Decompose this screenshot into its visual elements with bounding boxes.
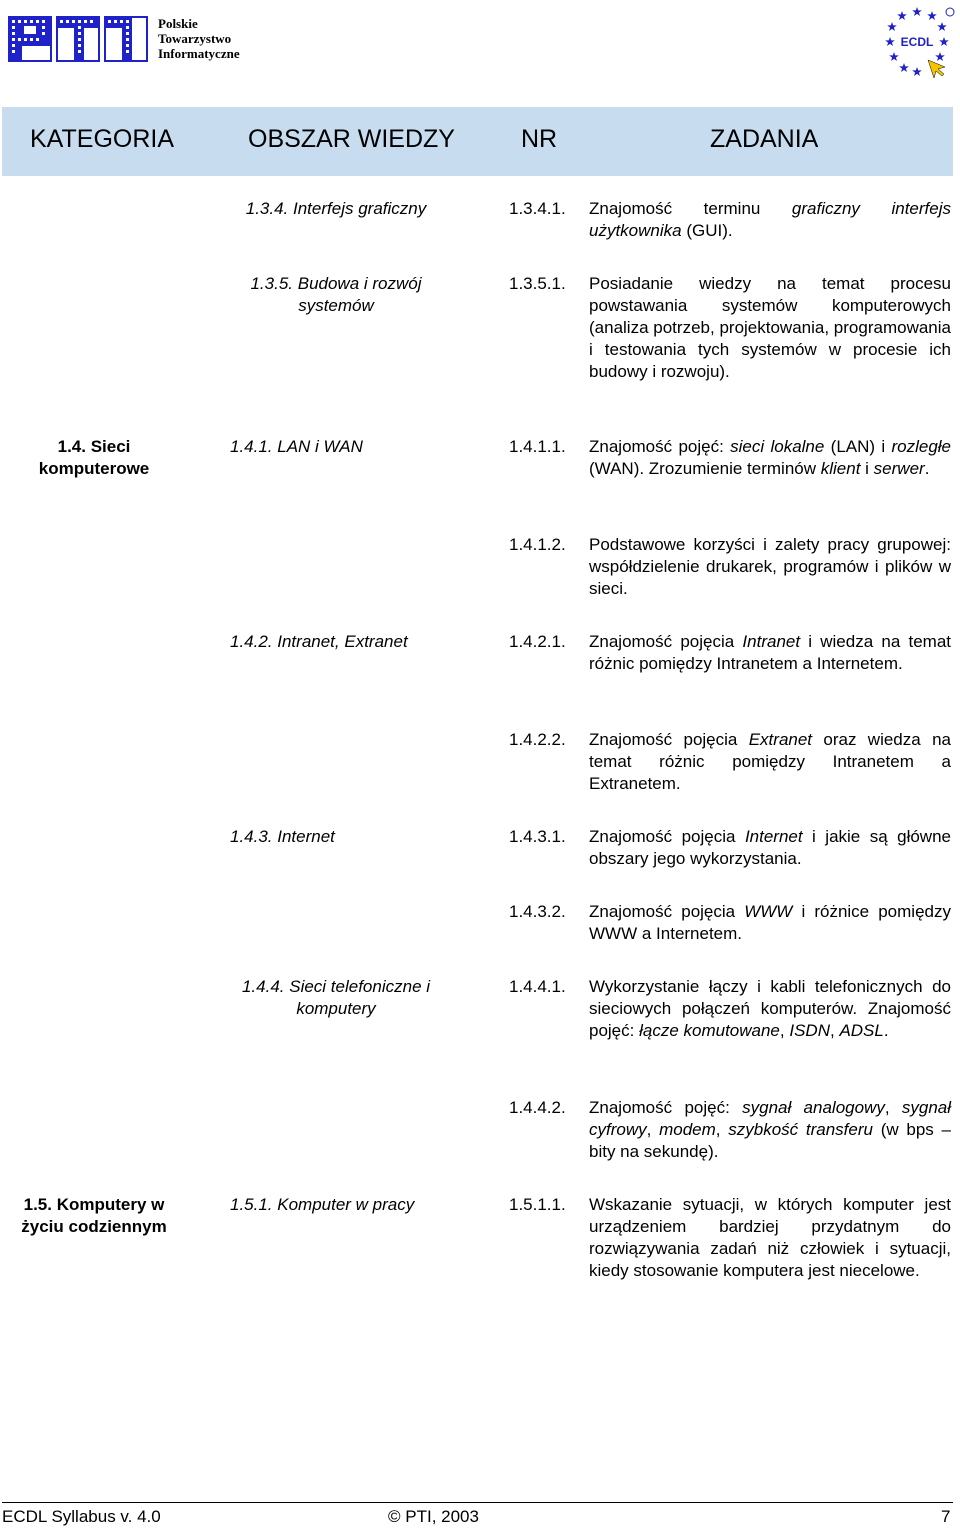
area-1-3-5: 1.3.5. Budowa i rozwój systemów bbox=[250, 274, 422, 315]
task-nr: 1.4.1.1. bbox=[509, 437, 566, 456]
task-text: Znajomość pojęć: sieci lokalne (LAN) i rozległe (WAN). Zrozumienie terminów klient i serwer. bbox=[589, 437, 952, 478]
task-text: Znajomość pojęcia Extranet oraz wiedza na temat różnic pomiędzy Intranetem a Extranetem. bbox=[589, 730, 951, 793]
area-1-4-3: 1.4.3. Internet bbox=[230, 827, 335, 846]
task-text: Znajomość pojęcia Internet i jakie są główne obszary jego wykorzystania. bbox=[589, 827, 951, 868]
task-nr: 1.4.1.2. bbox=[509, 535, 566, 554]
task-nr: 1.4.4.2. bbox=[509, 1098, 566, 1117]
header-category: KATEGORIA bbox=[30, 125, 175, 153]
logo-line-2: Towarzystwo bbox=[158, 31, 232, 46]
area-1-3-4: 1.3.4. Interfejs graficzny bbox=[245, 199, 427, 218]
ecdl-logo bbox=[878, 4, 956, 80]
task-text: Wykorzystanie łączy i kabli telefonicznych do sieciowych połączeń komputerów. Znajomość pojęć: łącze komutowane, ISDN, ADSL. bbox=[589, 977, 951, 1040]
header-tasks: ZADANIA bbox=[710, 125, 819, 153]
task-nr: 1.3.5.1. bbox=[509, 274, 566, 293]
task-text: Posiadanie wiedzy na temat procesu powstawania systemów komputerowych (analiza potrzeb, projektowania, programowania i testowania tych systemów w procesie ich budowy i rozwoju). bbox=[589, 274, 951, 381]
category-1-4: 1.4. Sieci komputerowe bbox=[38, 437, 150, 478]
area-1-5-1: 1.5.1. Komputer w pracy bbox=[230, 1195, 415, 1214]
task-text: Wskazanie sytuacji, w których komputer jest urządzeniem bardziej przydatnym do rozwiązywania zadań niż człowiek i sytuacji, kiedy stosowanie komputera jest niecelowe. bbox=[589, 1195, 951, 1280]
task-nr: 1.4.4.1. bbox=[509, 977, 566, 996]
footer-left: ECDL Syllabus v. 4.0 bbox=[2, 1507, 161, 1526]
footer-copyright: © PTI, 2003 bbox=[388, 1507, 479, 1526]
task-text: Podstawowe korzyści i zalety pracy grupowej: współdzielenie drukarek, programów i plików w sieci. bbox=[589, 535, 951, 598]
page-number: 7 bbox=[941, 1507, 951, 1526]
area-1-4-4: 1.4.4. Sieci telefoniczne i komputery bbox=[241, 977, 431, 1018]
task-nr: 1.4.3.2. bbox=[509, 902, 566, 921]
logo-line-3: Informatyczne bbox=[158, 46, 240, 61]
task-text: Znajomość pojęcia Intranet i wiedza na temat różnic pomiędzy Intranetem a Internetem. bbox=[589, 632, 951, 673]
task-nr: 1.3.4.1. bbox=[509, 199, 566, 218]
pti-logo-text bbox=[158, 16, 240, 61]
footer-divider bbox=[2, 1502, 953, 1503]
task-text: Znajomość pojęć: sygnał analogowy, sygnał cyfrowy, modem, szybkość transferu (w bps – bity na sekundę). bbox=[589, 1098, 952, 1161]
task-nr: 1.4.3.1. bbox=[509, 827, 566, 846]
header-nr: NR bbox=[521, 125, 558, 153]
task-nr: 1.4.2.2. bbox=[509, 730, 566, 749]
ecdl-label: ECDL bbox=[900, 35, 934, 49]
logo-line-1: Polskie bbox=[158, 16, 198, 31]
task-nr: 1.4.2.1. bbox=[509, 632, 566, 651]
area-1-4-2: 1.4.2. Intranet, Extranet bbox=[230, 632, 408, 651]
table-header bbox=[2, 107, 953, 176]
pti-logo bbox=[8, 16, 148, 62]
header-area: OBSZAR WIEDZY bbox=[248, 125, 455, 153]
task-text: Znajomość pojęcia WWW i różnice pomiędzy WWW a Internetem. bbox=[589, 902, 951, 943]
category-1-5: 1.5. Komputery w życiu codziennym bbox=[21, 1195, 167, 1236]
task-text: Znajomość terminu graficzny interfejs użytkownika (GUI). bbox=[589, 199, 951, 240]
task-nr: 1.5.1.1. bbox=[509, 1195, 566, 1214]
area-1-4-1: 1.4.1. LAN i WAN bbox=[230, 437, 363, 456]
